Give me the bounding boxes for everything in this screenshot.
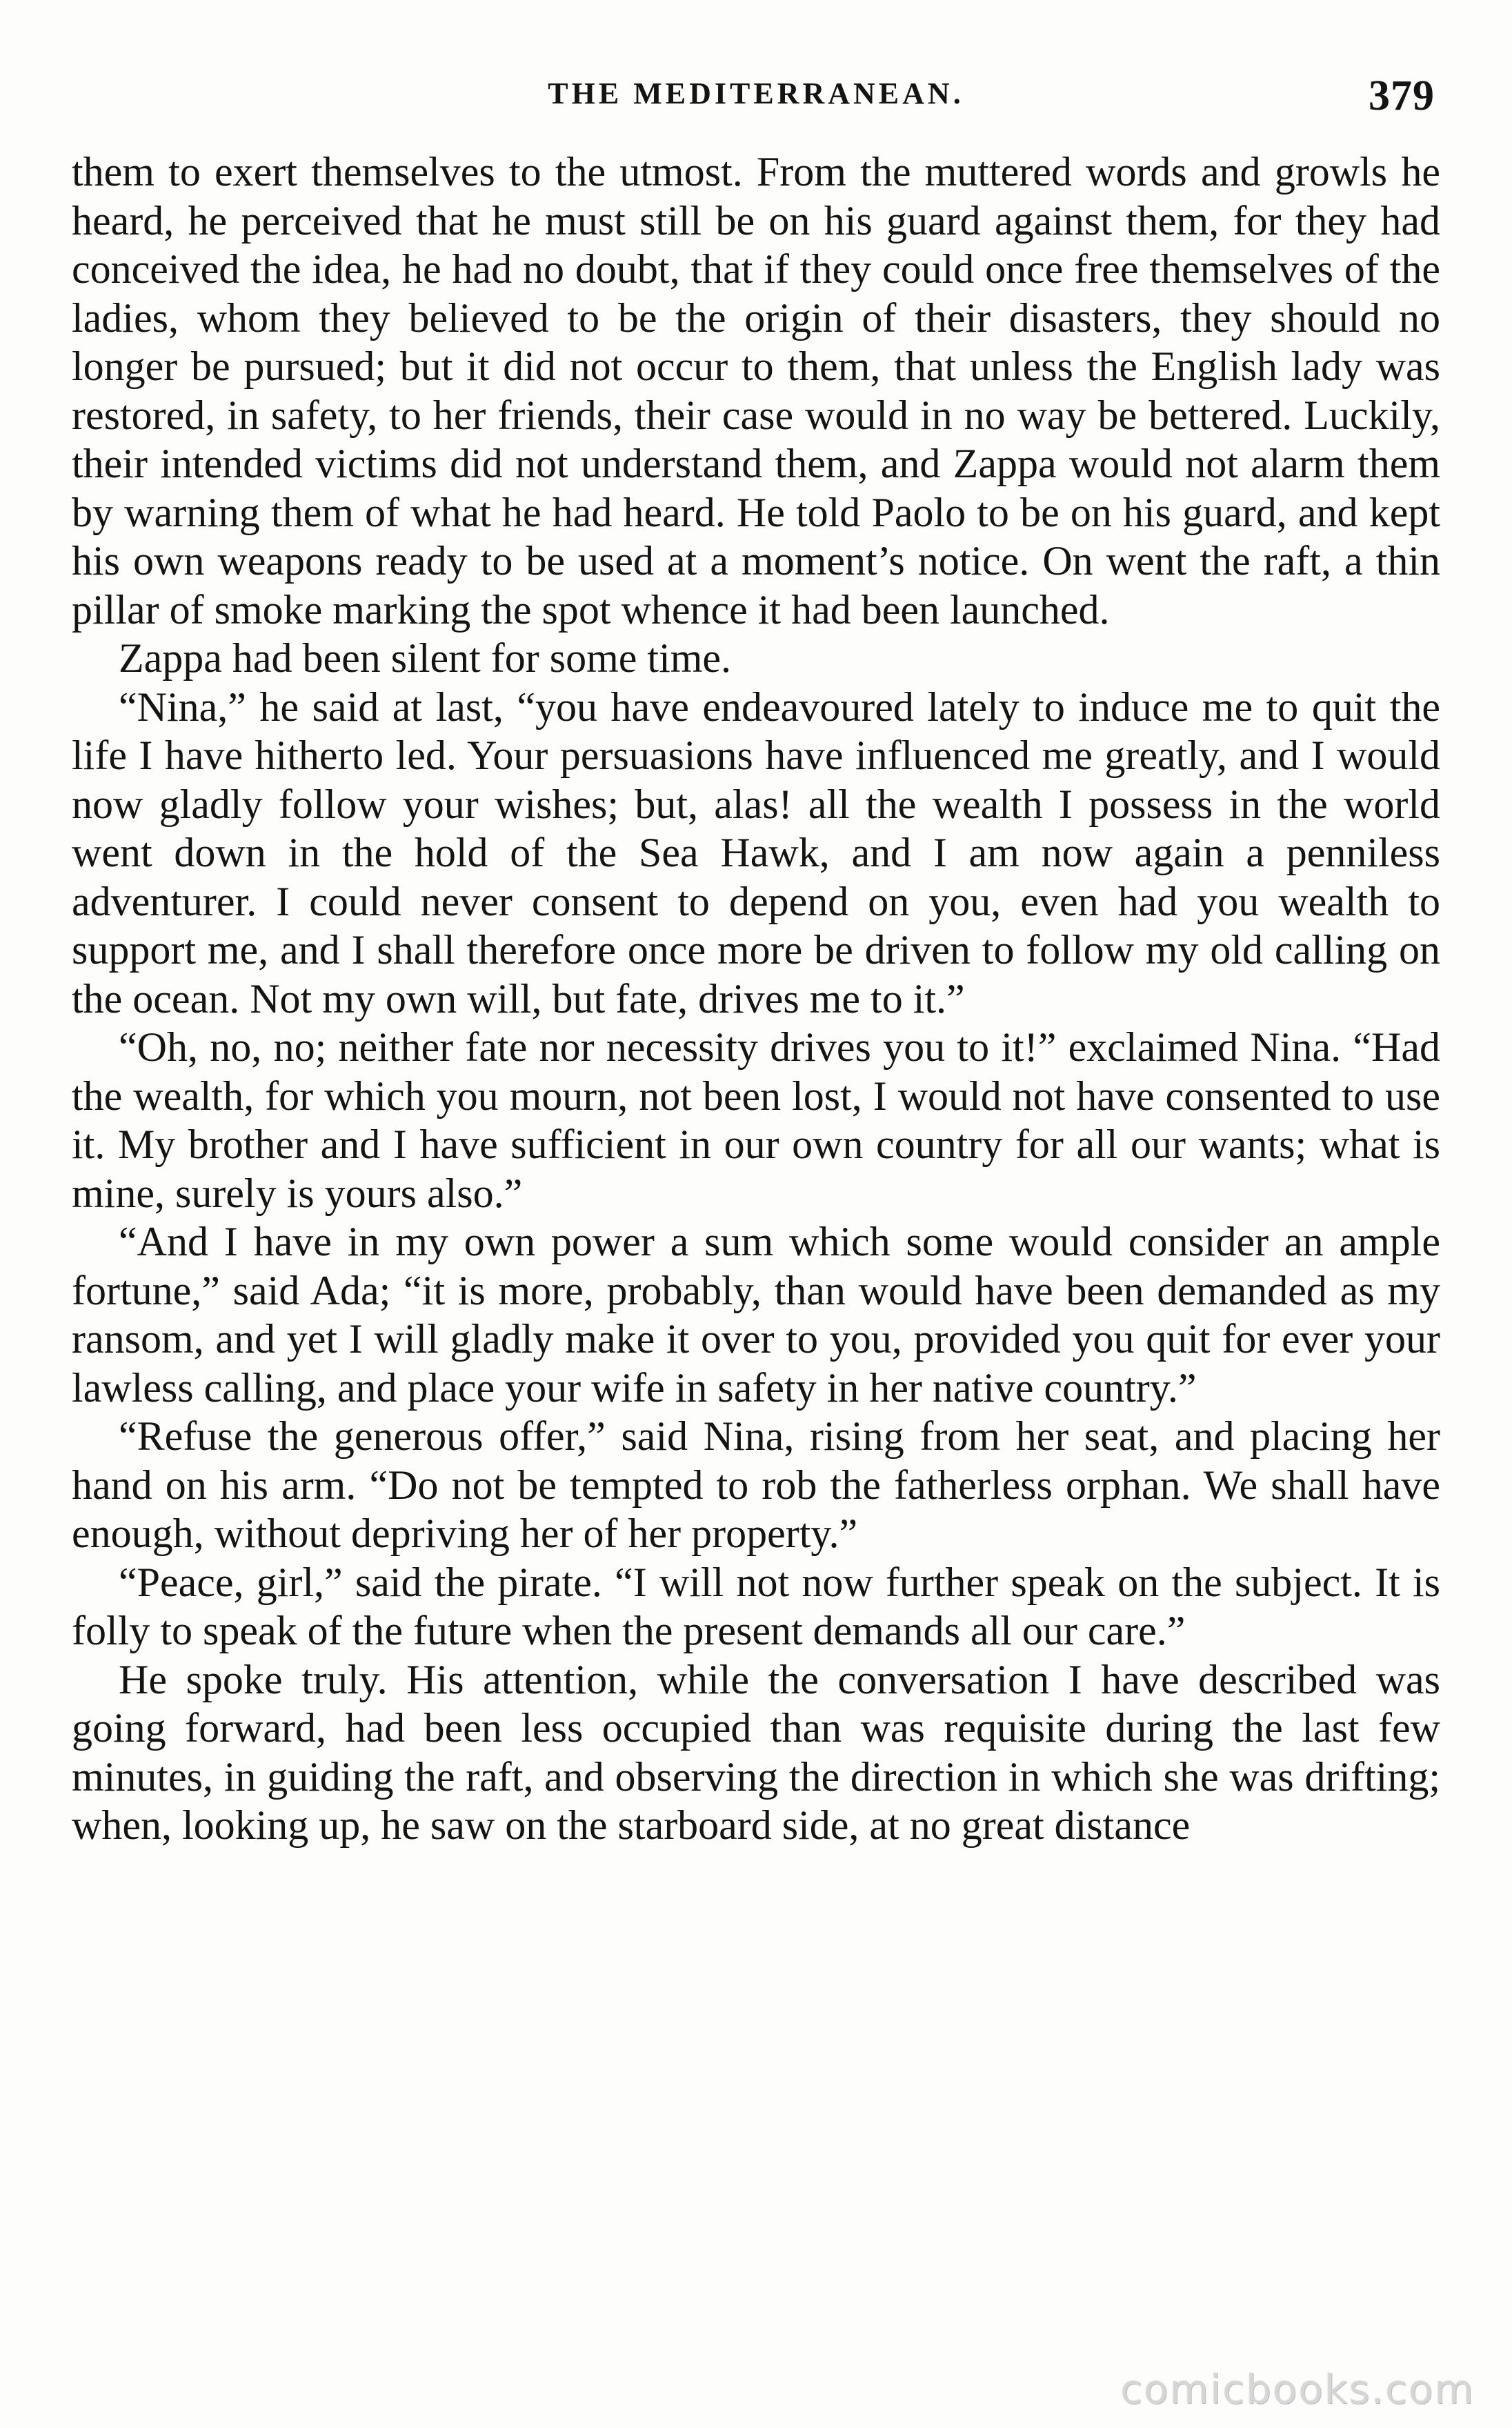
paragraph: “And I have in my own power a sum which some would consider an ample fortune,” said Ada; “it is more, probably, than would have been demanded as my ransom, and yet I will gladly make it over to you, provided you quit for ever your lawless calling, and place your wife in safety in her native country.” [72, 1219, 1440, 1411]
paragraph: “Refuse the generous offer,” said Nina, rising from her seat, and placing her hand on his arm. “Do not be tempted to rob the fatherless orphan. We shall have enough, without depriving her of her property.” [72, 1413, 1440, 1556]
body-text [72, 148, 1440, 1850]
paragraph: “Peace, girl,” said the pirate. “I will not now further speak on the subject. It is folly to speak of the future when the present demands all our care.” [72, 1559, 1440, 1653]
watermark: comicbooks.com [1120, 2366, 1475, 2413]
running-head [72, 72, 1440, 127]
paragraph: “Oh, no, no; neither fate nor necessity drives you to it!” exclaimed Nina. “Had the wealth, for which you mourn, not been lost, I would not have consented to use it. My brother and I have sufficient in our own country for all our wants; what is mine, surely is yours also.” [72, 1024, 1440, 1216]
paragraph: them to exert themselves to the utmost. From the muttered words and growls he heard, he perceived that he must still be on his guard against them, for they had conceived the idea, he had no doubt, that if they could once free themselves of the ladies, whom they believed to be the origin of their disasters, they should no longer be pursued; but it did not occur to them, that unless the English lady was restored, in safety, to her friends, their case would in no way be bettered. Luckily, their intended victims did not understand them, and Zappa would not alarm them by warning them of what he had heard. He told Paolo to be on his guard, and kept his own weapons ready to be used at a moment’s notice. On went the raft, a thin pillar of smoke marking the spot whence it had been launched. [72, 149, 1440, 633]
paragraph: He spoke truly. His attention, while the conversation I have described was going forward, had been less occupied than was requisite during the last few minutes, in guiding the raft, and observing the direction in which she was drifting; when, looking up, he saw on the starboard side, at no great distance [72, 1656, 1440, 1848]
running-title: THE MEDITERRANEAN. [548, 77, 964, 110]
paragraph: “Nina,” he said at last, “you have endeavoured lately to induce me to quit the life I have hitherto led. Your persuasions have influenced me greatly, and I would now gladly follow your wishes; but, alas! all the wealth I possess in the world went down in the hold of the Sea Hawk, and I am now again a penniless adventurer. I could never consent to depend on you, even had you wealth to support me, and I shall therefore once more be driven to follow my old calling on the ocean. Not my own will, but fate, drives me to it.” [72, 684, 1440, 1022]
page-number: 379 [1369, 72, 1435, 119]
paragraph: Zappa had been silent for some time. [119, 635, 732, 681]
